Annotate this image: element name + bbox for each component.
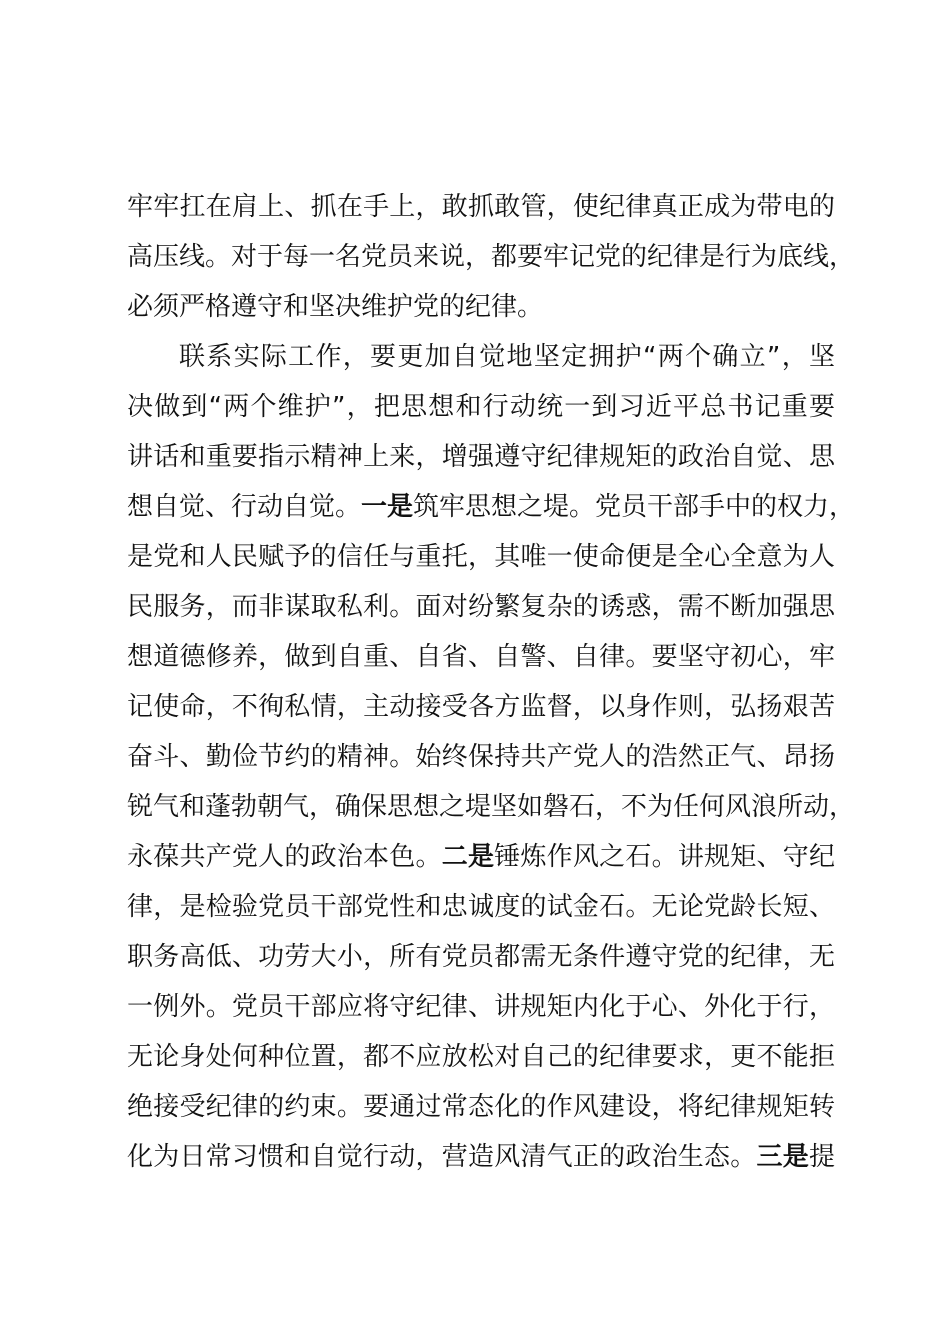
paragraph-2-line-4: [127, 482, 856, 532]
paragraph-1-line-3: 必须严格遵守和坚决维护党的纪律。: [127, 292, 544, 322]
line-text: 想自觉、行动自觉。: [127, 492, 362, 522]
paragraph-2-line-11: [127, 832, 835, 882]
point-three-marker: 三是: [756, 1142, 809, 1172]
paragraph-2-line-12: 律，是检验党员干部党性和忠诚度的试金石。无论党龄长短、: [127, 892, 835, 922]
paragraph-2-line-6: 民服务，而非谋取私利。面对纷繁复杂的诱惑，需不断加强思: [127, 592, 835, 622]
paragraph-2-line-5: 是党和人民赋予的信任与重托，其唯一使命便是全心全意为人: [127, 542, 835, 572]
paragraph-1-line-1: 牢牢扛在肩上、抓在手上，敢抓敢管，使纪律真正成为带电的: [127, 192, 835, 222]
paragraph-2-line-15: 无论身处何种位置，都不应放松对自己的纪律要求，更不能拒: [127, 1042, 835, 1072]
line-text: 锤炼作风之石。讲规矩、守纪: [494, 842, 835, 872]
paragraph-2-line-16: 绝接受纪律的约束。要通过常态化的作风建设，将纪律规矩转: [127, 1092, 835, 1122]
paragraph-2-line-8: 记使命，不徇私情，主动接受各方监督，以身作则，弘扬艰苦: [127, 692, 835, 722]
line-text: 提: [808, 1142, 835, 1172]
paragraph-2-line-17: [127, 1132, 835, 1182]
paragraph-1-line-2: 高压线。对于每一名党员来说，都要牢记党的纪律是行为底线，: [127, 242, 856, 272]
point-two-marker: 二是: [441, 842, 495, 872]
paragraph-2-line-14: 一例外。党员干部应将守纪律、讲规矩内化于心、外化于行，: [127, 992, 835, 1022]
document-body: [127, 182, 856, 1182]
line-text: 化为日常习惯和自觉行动，营造风清气正的政治生态。: [127, 1142, 757, 1172]
line-text: 筑牢思想之堤。党员干部手中的权力，: [413, 492, 856, 522]
paragraph-2-line-2: 决做到“两个维护”，把思想和行动统一到习近平总书记重要: [127, 392, 835, 422]
line-text: 永葆共产党人的政治本色。: [127, 842, 442, 872]
paragraph-2-line-10: 锐气和蓬勃朝气，确保思想之堤坚如磐石，不为任何风浪所动，: [127, 792, 856, 822]
paragraph-2-line-3: 讲话和重要指示精神上来，增强遵守纪律规矩的政治自觉、思: [127, 442, 835, 472]
point-one-marker: 一是: [361, 492, 414, 522]
paragraph-2-line-7: 想道德修养，做到自重、自省、自警、自律。要坚守初心，牢: [127, 642, 835, 672]
paragraph-2-line-1: 联系实际工作，要更加自觉地坚定拥护“两个确立”，坚: [179, 342, 835, 372]
paragraph-2-line-9: 奋斗、勤俭节约的精神。始终保持共产党人的浩然正气、昂扬: [127, 742, 835, 772]
paragraph-2-line-13: 职务高低、功劳大小，所有党员都需无条件遵守党的纪律，无: [127, 942, 835, 972]
